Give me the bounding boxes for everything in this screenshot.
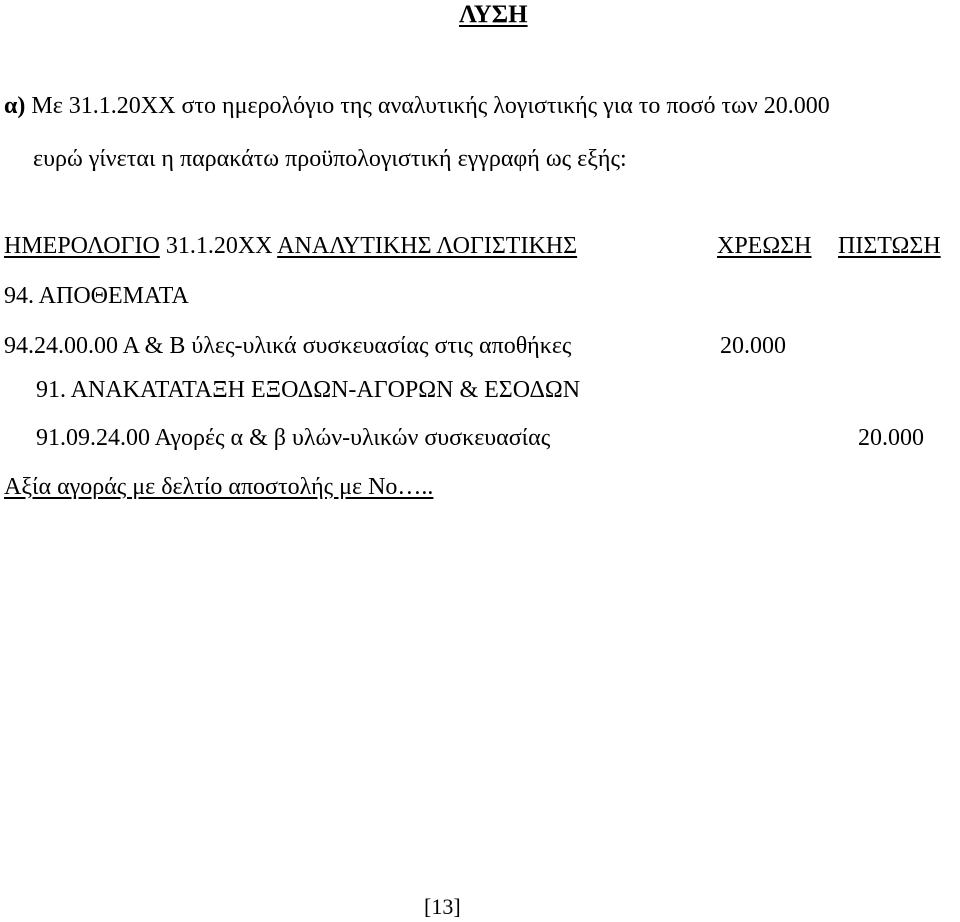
debit-column-header: ΧΡΕΩΣΗ xyxy=(717,233,812,259)
question-line-1 xyxy=(4,91,830,121)
journal-header-label: ΗΜΕΡΟΛΟΓΙΟ xyxy=(4,233,160,259)
credit-subaccount: 91.09.24.00 Αγορές α & β υλών-υλικών συσκευασίας xyxy=(36,425,551,451)
question-label: α) xyxy=(4,93,26,119)
debit-amount: 20.000 xyxy=(720,333,786,359)
page-title: ΛΥΣΗ xyxy=(459,1,528,28)
page-number: [13] xyxy=(424,894,461,919)
journal-header-date: 31.1.20ΧΧ xyxy=(165,233,273,259)
journal-header-name: ΑΝΑΛΥΤΙΚΗΣ ΛΟΓΙΣΤΙΚΗΣ xyxy=(277,233,578,259)
question-line-2: ευρώ γίνεται η παρακάτω προϋπολογιστική εγγραφή ως εξής: xyxy=(33,146,627,172)
credit-amount: 20.000 xyxy=(858,425,924,451)
journal-header xyxy=(4,231,577,261)
entry-description: Αξία αγοράς με δελτίο αποστολής με Νο….. xyxy=(4,474,434,500)
debit-subaccount: 94.24.00.00 Α & Β ύλες-υλικά συσκευασίας στις αποθήκες xyxy=(4,333,572,359)
credit-column-header: ΠΙΣΤΩΣΗ xyxy=(838,233,941,259)
debit-account: 94. ΑΠΟΘΕΜΑΤΑ xyxy=(4,283,189,309)
credit-account: 91. ΑΝΑΚΑΤΑΤΑΞΗ ΕΞΟΔΩΝ-ΑΓΟΡΩΝ & ΕΣΟΔΩΝ xyxy=(36,377,581,403)
question-text-1: Με 31.1.20ΧΧ στο ημερολόγιο της αναλυτικής λογιστικής για το ποσό των 20.000 xyxy=(31,93,830,119)
